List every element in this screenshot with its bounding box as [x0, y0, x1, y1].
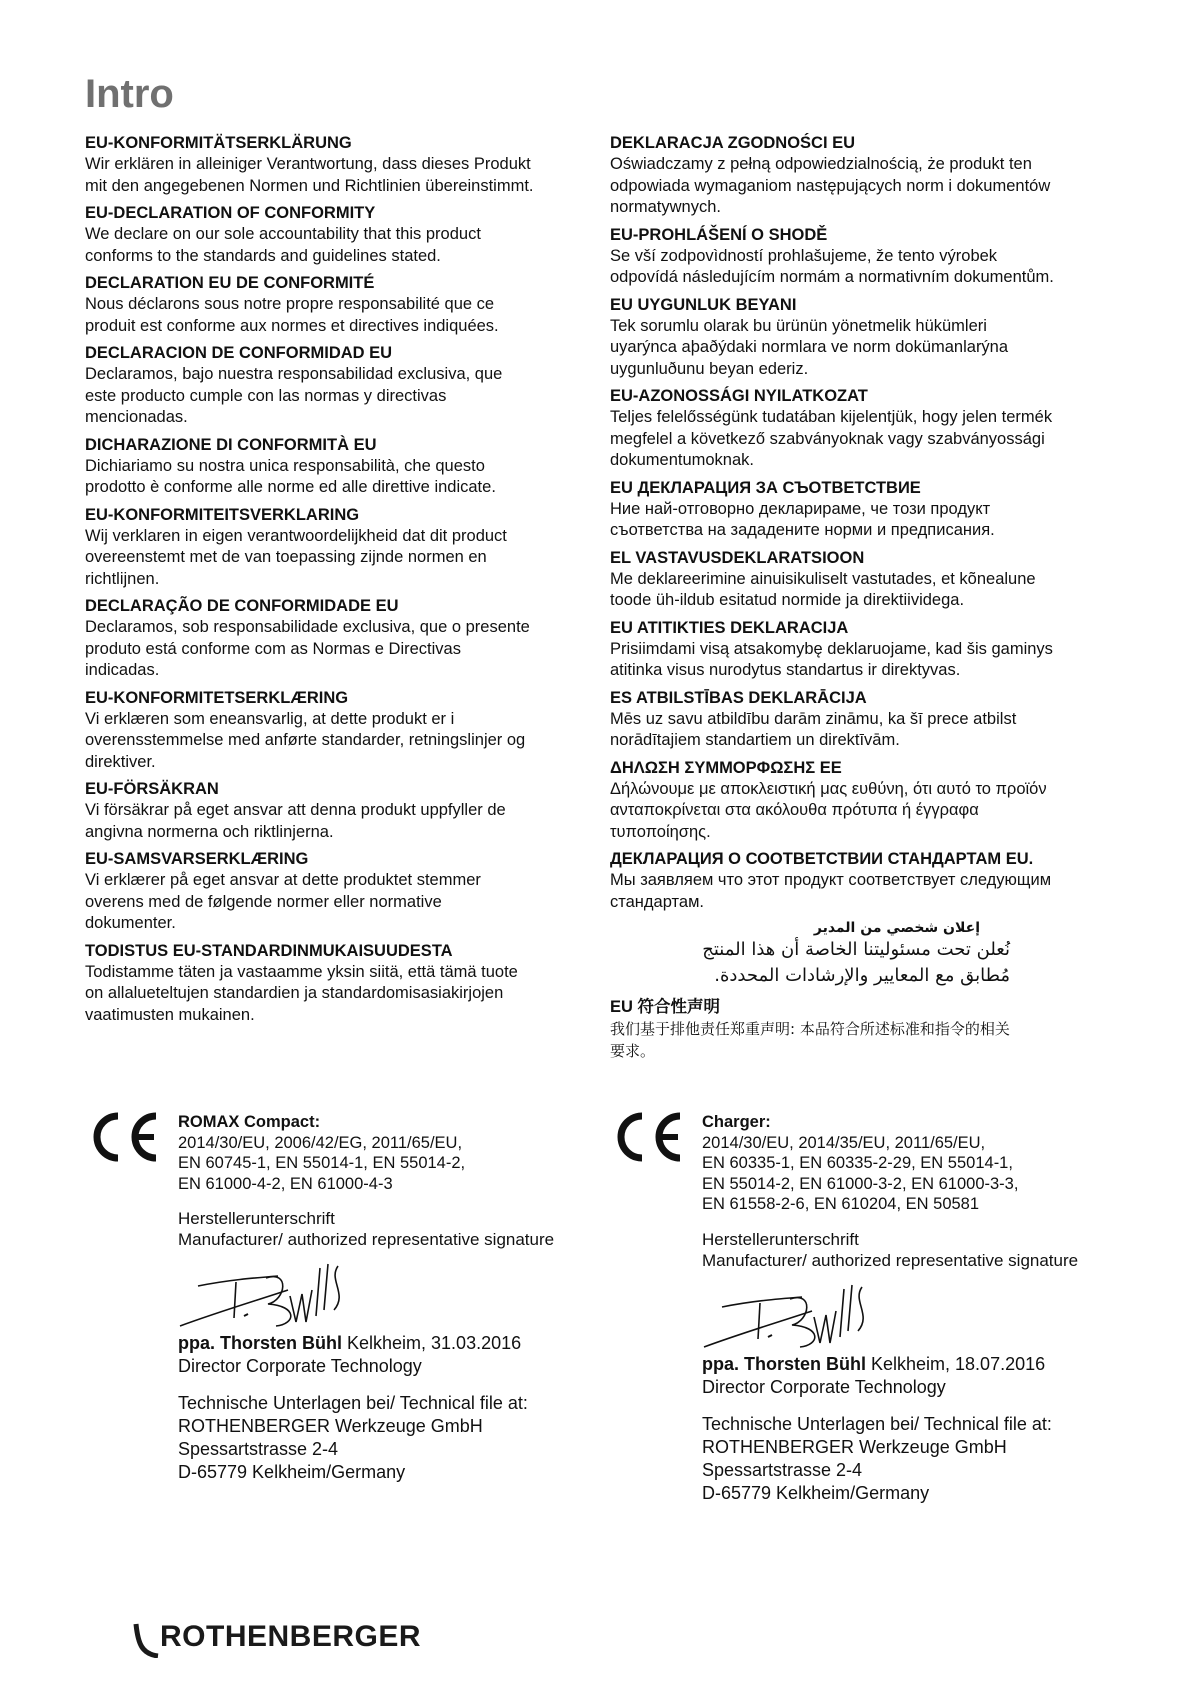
declaration-hu: [610, 386, 1130, 472]
declaration-heading: EU ДЕКЛАРАЦИЯ ЗА СЪОТВЕТСТВИЕ: [610, 478, 921, 497]
declaration-et: [610, 548, 1130, 612]
declaration-text: Todistamme täten ja vastaamme yksin siitä, että tämä tuote on allalueteltujen standardien ja standardomisasiakirjojen vaatimusten mukainen.: [85, 962, 518, 1024]
declaration-nl: [85, 505, 595, 591]
declaration-heading: EU-PROHLÁŠENÍ O SHODĚ: [610, 225, 828, 244]
declaration-pt: [85, 596, 595, 682]
declaration-text: Wir erklären in alleiniger Verantwortung, dass dieses Produkt mit den angegebenen Normen und Richtlinien übereinstimmt.: [85, 155, 534, 195]
signature-label-de: Herstellerunterschrift: [178, 1209, 335, 1228]
declaration-text: Nous déclarons sous notre propre responsabilité que ce produit est conforme aux normes et directives indiquées.: [85, 295, 499, 335]
product-name: Charger:: [702, 1113, 771, 1131]
declaration-text-line: نُعلن تحت مسئوليتنا الخاصة أن هذا المنتج: [702, 939, 1010, 960]
declaration-heading: ДЕКЛАРАЦИЯ О СООТВЕТСТВИИ СТАНДАРТАМ EU.: [610, 850, 1034, 868]
declaration-cs: [610, 225, 1130, 289]
signature-label-de: Herstellerunterschrift: [702, 1229, 859, 1249]
declaration-text: Declaramos, sob responsabilidade exclusiva, que o presente produto está conforme com as Normas e Directivas indicadas.: [85, 618, 530, 679]
brand-logo: ROTHENBERGER: [160, 1620, 422, 1653]
standards-line: EN 61000-4-2, EN 61000-4-3: [178, 1174, 393, 1193]
declaration-heading: DICHARAZIONE DI CONFORMITÀ EU: [85, 435, 377, 454]
declaration-text: Vi försäkrar på eget ansvar att denna produkt uppfyller de angivna normerna och riktlinjerna.: [85, 801, 506, 841]
standards-line: EN 60745-1, EN 55014-1, EN 55014-2,: [178, 1154, 466, 1172]
page-title: Intro: [85, 72, 174, 116]
declaration-text: Vi erklæren som eneansvarlig, at dette produkt er i overensstemmelse med anførte standarder, retningslinjer og direktiver.: [85, 709, 526, 771]
technical-file-info: Technische Unterlagen bei/ Technical file at: ROTHENBERGER Werkzeuge GmbH Spessartstrasse 2-4 D-65779 Kelkheim/Germany: [178, 1393, 528, 1482]
declaration-text: Me deklareerimine ainuisikuliselt vastutades, et kõnealune toode üh-ildub esitatud normide ja direktiividega.: [610, 569, 1036, 609]
standards-line: EN 60335-1, EN 60335-2-29, EN 55014-1,: [702, 1154, 1013, 1172]
ce-certificate-romax: [88, 1112, 568, 1484]
signer-line: ppa. Thorsten Bühl Kelkheim, 18.07.2016: [702, 1353, 1046, 1374]
signature-image: [178, 1260, 378, 1330]
declaration-heading: DEKLARACJA ZGODNOŚCI EU: [610, 134, 856, 152]
declaration-text: 我们基于排他责任郑重声明: 本品符合所述标准和指令的相关 要求。: [610, 1020, 1010, 1060]
right-declarations-column: [610, 133, 1130, 1068]
declaration-bg: [610, 478, 1130, 542]
declaration-zh: [610, 997, 1130, 1062]
signer-title: Director Corporate Technology: [178, 1356, 422, 1376]
declaration-fr: [85, 273, 595, 337]
declaration-heading: DECLARATION EU DE CONFORMITÉ: [85, 274, 375, 292]
declaration-text: Se vší zodpovìdností prohlašujeme, že tento výrobek odpovídá následujícím normám a normativním dokumentům.: [610, 246, 1054, 286]
signature-image: [702, 1281, 902, 1351]
signature-label-en: Manufacturer/ authorized representative signature: [178, 1230, 555, 1249]
ce-certificate-charger: [612, 1112, 1132, 1505]
standards-line: EN 61558-2-6, EN 610204, EN 50581: [702, 1195, 980, 1213]
declaration-heading: EU UYGUNLUK BEYANI: [610, 295, 797, 314]
declaration-text: Declaramos, bajo nuestra responsabilidad exclusiva, que este producto cumple con las normas y directivas mencionadas.: [85, 365, 503, 426]
declaration-da: [85, 688, 595, 774]
declaration-text: We declare on our sole accountability that this product conforms to the standards and guidelines stated.: [85, 225, 481, 265]
declaration-tr: [610, 295, 1130, 381]
signature-label-en: Manufacturer/ authorized representative signature: [702, 1250, 1079, 1270]
left-declarations-column: [85, 133, 595, 1032]
declaration-heading: EU-SAMSVARSERKLÆRING: [85, 850, 309, 868]
declaration-de: [85, 133, 595, 197]
declaration-text: Mēs uz savu atbildību darām zināmu, ka šī prece atbilst norādītajiem standartiem un direktīvām.: [610, 709, 1017, 749]
brand-bracket-icon: [132, 1622, 162, 1658]
declaration-heading: EU ATITIKTIES DEKLARACIJA: [610, 618, 849, 637]
certificate-text: [702, 1112, 1132, 1505]
declaration-heading: EU-KONFORMITEITSVERKLARING: [85, 505, 360, 524]
signer-title: Director Corporate Technology: [702, 1376, 946, 1397]
declaration-text: Ние най-отговорно декларираме, че този продукт съответства на зададените норми и предписания.: [610, 499, 995, 539]
declaration-heading: ES ATBILSTĪBAS DEKLARĀCIJA: [610, 688, 867, 707]
declaration-text: Dichiariamo su nostra unica responsabilità, che questo prodotto è conforme alle norme ed alle direttive indicate.: [85, 456, 496, 496]
declaration-heading: EU-KONFORMITETSERKLÆRING: [85, 688, 349, 707]
declaration-heading: EU 符合性声明: [610, 998, 721, 1016]
declaration-text: Prisiimdami visą atsakomybę deklaruojame, kad šis gaminys atitinka visus nurodytus standartus ir direktyvas.: [610, 639, 1053, 679]
declaration-heading: EU-FÖRSÄKRAN: [85, 780, 219, 798]
declaration-ar: [610, 919, 1010, 989]
declaration-el: [610, 758, 1130, 844]
ce-mark-icon: [612, 1112, 684, 1162]
declaration-es: [85, 343, 595, 429]
declaration-text: Мы заявляем что этот продукт соответствует следующим стандартам.: [610, 871, 1052, 911]
declaration-heading: EL VASTAVUSDEKLARATSIOON: [610, 548, 865, 567]
declaration-heading: ΔΗΛΩΣΗ ΣΥΜΜΟΡΦΩΣΗΣ ΕΕ: [610, 758, 842, 777]
declaration-sv: [85, 779, 595, 843]
certificate-text: [178, 1112, 568, 1484]
declaration-text: Vi erklærer på eget ansvar at dette produktet stemmer overens med de følgende normer eller normative dokumenter.: [85, 871, 481, 932]
product-name: ROMAX Compact:: [178, 1113, 321, 1131]
declaration-lt: [610, 618, 1130, 682]
declaration-fi: [85, 941, 595, 1027]
declaration-pl: [610, 133, 1130, 219]
ce-mark-icon: [88, 1112, 160, 1162]
standards-line: 2014/30/EU, 2014/35/EU, 2011/65/EU,: [702, 1133, 986, 1152]
declaration-lv: [610, 688, 1130, 752]
declaration-heading: DECLARAÇÃO DE CONFORMIDADE EU: [85, 597, 399, 615]
declaration-en: [85, 203, 595, 267]
declaration-heading: TODISTUS EU-STANDARDINMUKAISUUDESTA: [85, 941, 453, 960]
declaration-heading: إعلان شخصي من المدير: [813, 920, 980, 936]
declaration-heading: EU-DECLARATION OF CONFORMITY: [85, 204, 376, 222]
signer-line: ppa. Thorsten Bühl Kelkheim, 31.03.2016: [178, 1333, 522, 1353]
declaration-text: Oświadczamy z pełną odpowiedzialnością, że produkt ten odpowiada wymaganiom następujących norm i dokumentów normatywnych.: [610, 155, 1051, 216]
declaration-text: Δήλώνουμε με αποκλειστική μας ευθύνη, ότι αυτό το προϊόν ανταποκρίνεται στα ακόλουθα πρότυπα ή έγγραφα τυποποίησης.: [610, 779, 1047, 841]
declaration-text: Wij verklaren in eigen verantwoordelijkheid dat dit product overeenstemt met de van toepassing zijnde normen en richtlijnen.: [85, 526, 507, 588]
standards-line: EN 55014-2, EN 61000-3-2, EN 61000-3-3,: [702, 1174, 1019, 1193]
declaration-text-line: مُطابق مع المعايير والإرشادات المحددة.: [714, 965, 1010, 986]
declaration-heading: EU-AZONOSSÁGI NYILATKOZAT: [610, 387, 868, 405]
declaration-heading: DECLARACION DE CONFORMIDAD EU: [85, 344, 393, 362]
declaration-no: [85, 849, 595, 935]
declaration-text: Teljes felelősségünk tudatában kijelentjük, hogy jelen termék megfelel a következő szabványoknak vagy szabványossági dokumentumoknak.: [610, 408, 1053, 469]
declaration-it: [85, 435, 595, 499]
technical-file-info: Technische Unterlagen bei/ Technical file at: ROTHENBERGER Werkzeuge GmbH Spessartstrasse 2-4 D-65779 Kelkheim/Germany: [702, 1413, 1052, 1503]
declaration-text: Tek sorumlu olarak bu ürünün yönetmelik hükümleri uyarýnca aþaðýdaki normlara ve norm dokümanlarýna uygunluðunu beyan ederiz.: [610, 316, 1009, 378]
standards-line: 2014/30/EU, 2006/42/EG, 2011/65/EU,: [178, 1133, 463, 1152]
declaration-heading: EU-KONFORMITÄTSERKLÄRUNG: [85, 134, 352, 152]
declaration-ru: [610, 849, 1130, 913]
